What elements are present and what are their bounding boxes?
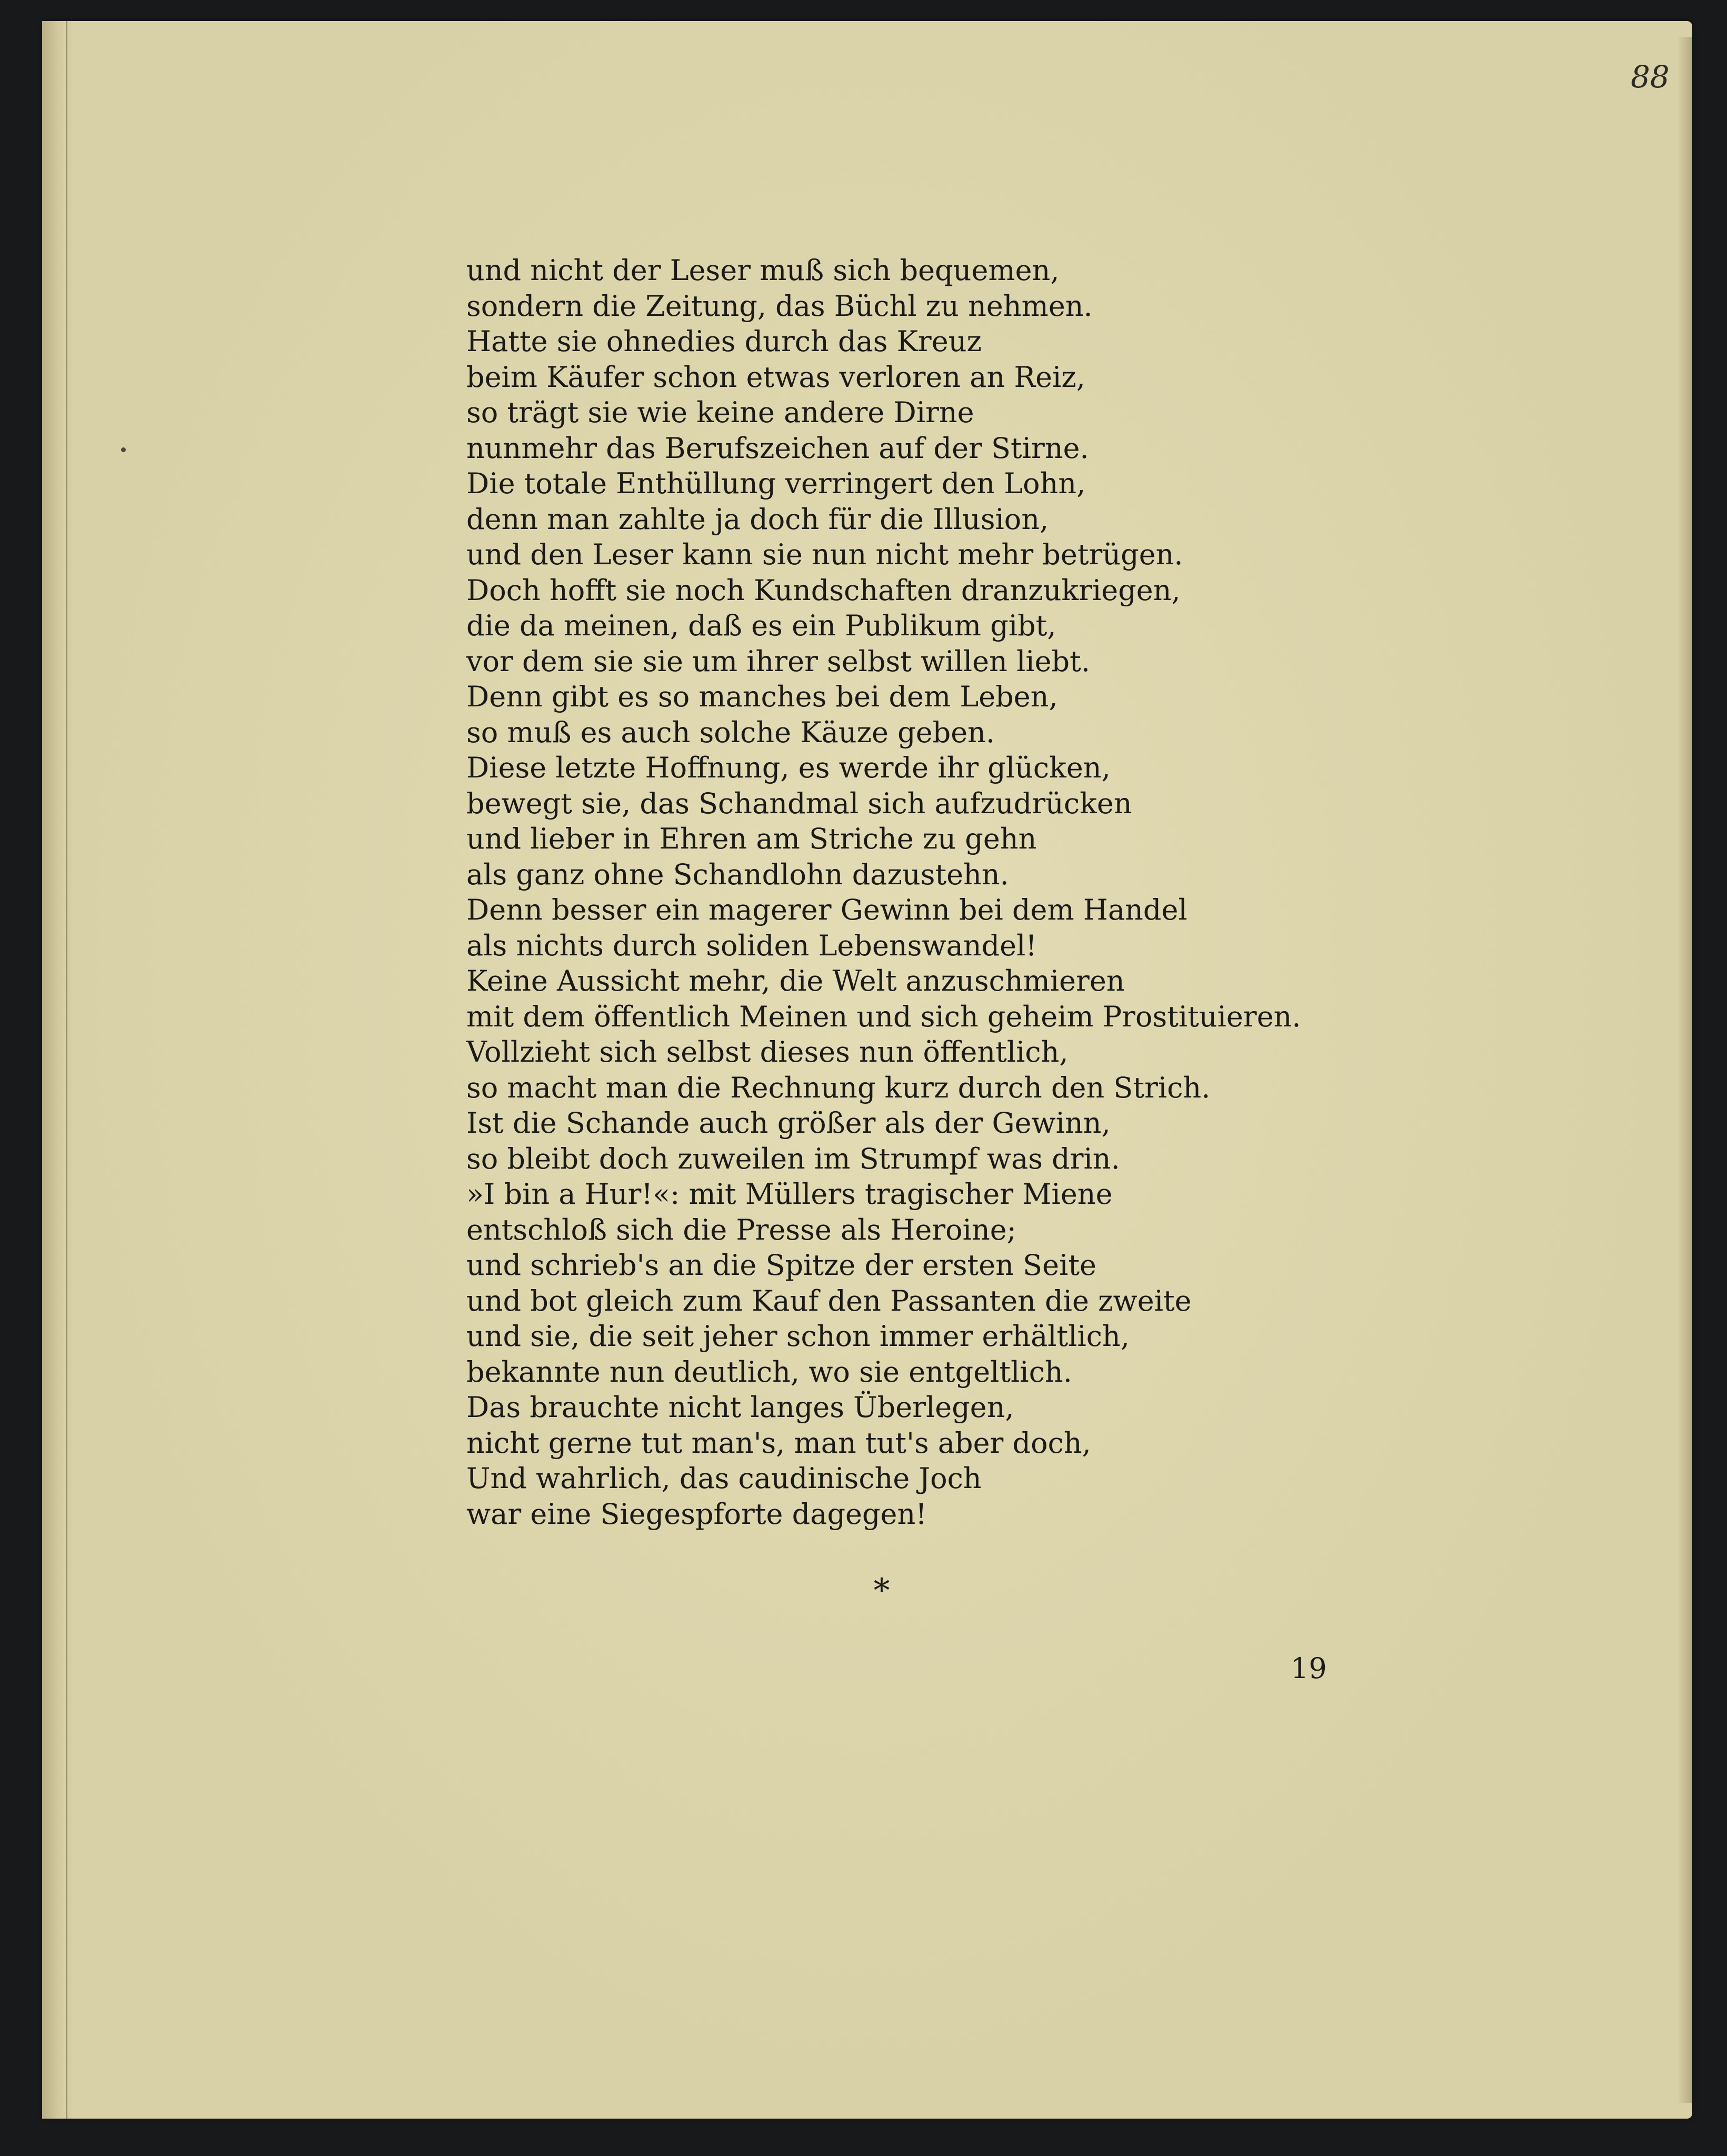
poem-line: als ganz ohne Schandlohn dazustehn. <box>466 857 1009 891</box>
poem-line: war eine Siegespforte dagegen! <box>466 1497 927 1531</box>
poem-line: und nicht der Leser muß sich bequemen, <box>466 254 1060 287</box>
poem-line: Keine Aussicht mehr, die Welt anzuschmieren <box>466 964 1125 997</box>
poem-line: Die totale Enthüllung verringert den Lohn, <box>466 467 1086 500</box>
poem-line: nunmehr das Berufszeichen auf der Stirne. <box>466 431 1089 465</box>
poem-line: denn man zahlte ja doch für die Illusion, <box>466 502 1049 536</box>
poem-line: Hatte sie ohnedies durch das Kreuz <box>466 325 982 358</box>
section-separator-asterisk: * <box>873 1571 890 1610</box>
poem-line: bewegt sie, das Schandmal sich aufzudrücken <box>466 786 1132 820</box>
page-edge <box>1678 37 1692 2103</box>
poem-line: sondern die Zeitung, das Büchl zu nehmen. <box>466 289 1093 323</box>
page-gutter <box>42 21 67 2119</box>
poem-line: bekannte nun deutlich, wo sie entgeltlich. <box>466 1355 1072 1389</box>
poem-line: so muß es auch solche Käuze geben. <box>466 715 995 749</box>
poem-line: Doch hofft sie noch Kundschaften dranzukriegen, <box>466 573 1181 607</box>
poem-line: und den Leser kann sie nun nicht mehr betrügen. <box>466 538 1183 571</box>
poem-line: vor dem sie sie um ihrer selbst willen liebt. <box>466 644 1090 678</box>
poem-line: und lieber in Ehren am Striche zu gehn <box>466 822 1037 855</box>
poem-line: »I bin a Hur!«: mit Müllers tragischer Miene <box>466 1177 1113 1211</box>
poem-line: Das brauchte nicht langes Überlegen, <box>466 1391 1014 1424</box>
poem-line: nicht gerne tut man's, man tut's aber doch, <box>466 1426 1091 1460</box>
poem-line: als nichts durch soliden Lebenswandel! <box>466 929 1037 962</box>
poem-line: Denn besser ein magerer Gewinn bei dem Handel <box>466 893 1187 926</box>
poem-line: Denn gibt es so manches bei dem Leben, <box>466 680 1058 713</box>
poem-line: und sie, die seit jeher schon immer erhältlich, <box>466 1320 1130 1353</box>
poem-line: Diese letzte Hoffnung, es werde ihr glücken, <box>466 751 1111 784</box>
poem-line: Und wahrlich, das caudinische Joch <box>466 1462 982 1495</box>
poem-line: Vollzieht sich selbst dieses nun öffentlich, <box>466 1035 1069 1069</box>
pencil-folio-number: 88 <box>1631 59 1670 95</box>
poem-line: so bleibt doch zuweilen im Strumpf was drin. <box>466 1142 1120 1175</box>
poem-line: Ist die Schande auch größer als der Gewinn, <box>466 1106 1111 1140</box>
poem-line: so macht man die Rechnung kurz durch den Strich. <box>466 1071 1211 1104</box>
poem-line: die da meinen, daß es ein Publikum gibt, <box>466 609 1056 642</box>
poem-line: entschloß sich die Presse als Heroine; <box>466 1213 1016 1246</box>
printed-page-number: 19 <box>1291 1652 1327 1685</box>
poem-text-block <box>466 253 1361 1532</box>
poem-line: beim Käufer schon etwas verloren an Reiz, <box>466 360 1085 394</box>
poem-line: mit dem öffentlich Meinen und sich geheim Prostituieren. <box>466 1000 1301 1033</box>
poem-line: und schrieb's an die Spitze der ersten Seite <box>466 1249 1097 1282</box>
poem-line: und bot gleich zum Kauf den Passanten die zweite <box>466 1284 1192 1317</box>
paper-speck <box>121 447 126 452</box>
poem-line: so trägt sie wie keine andere Dirne <box>466 396 974 429</box>
